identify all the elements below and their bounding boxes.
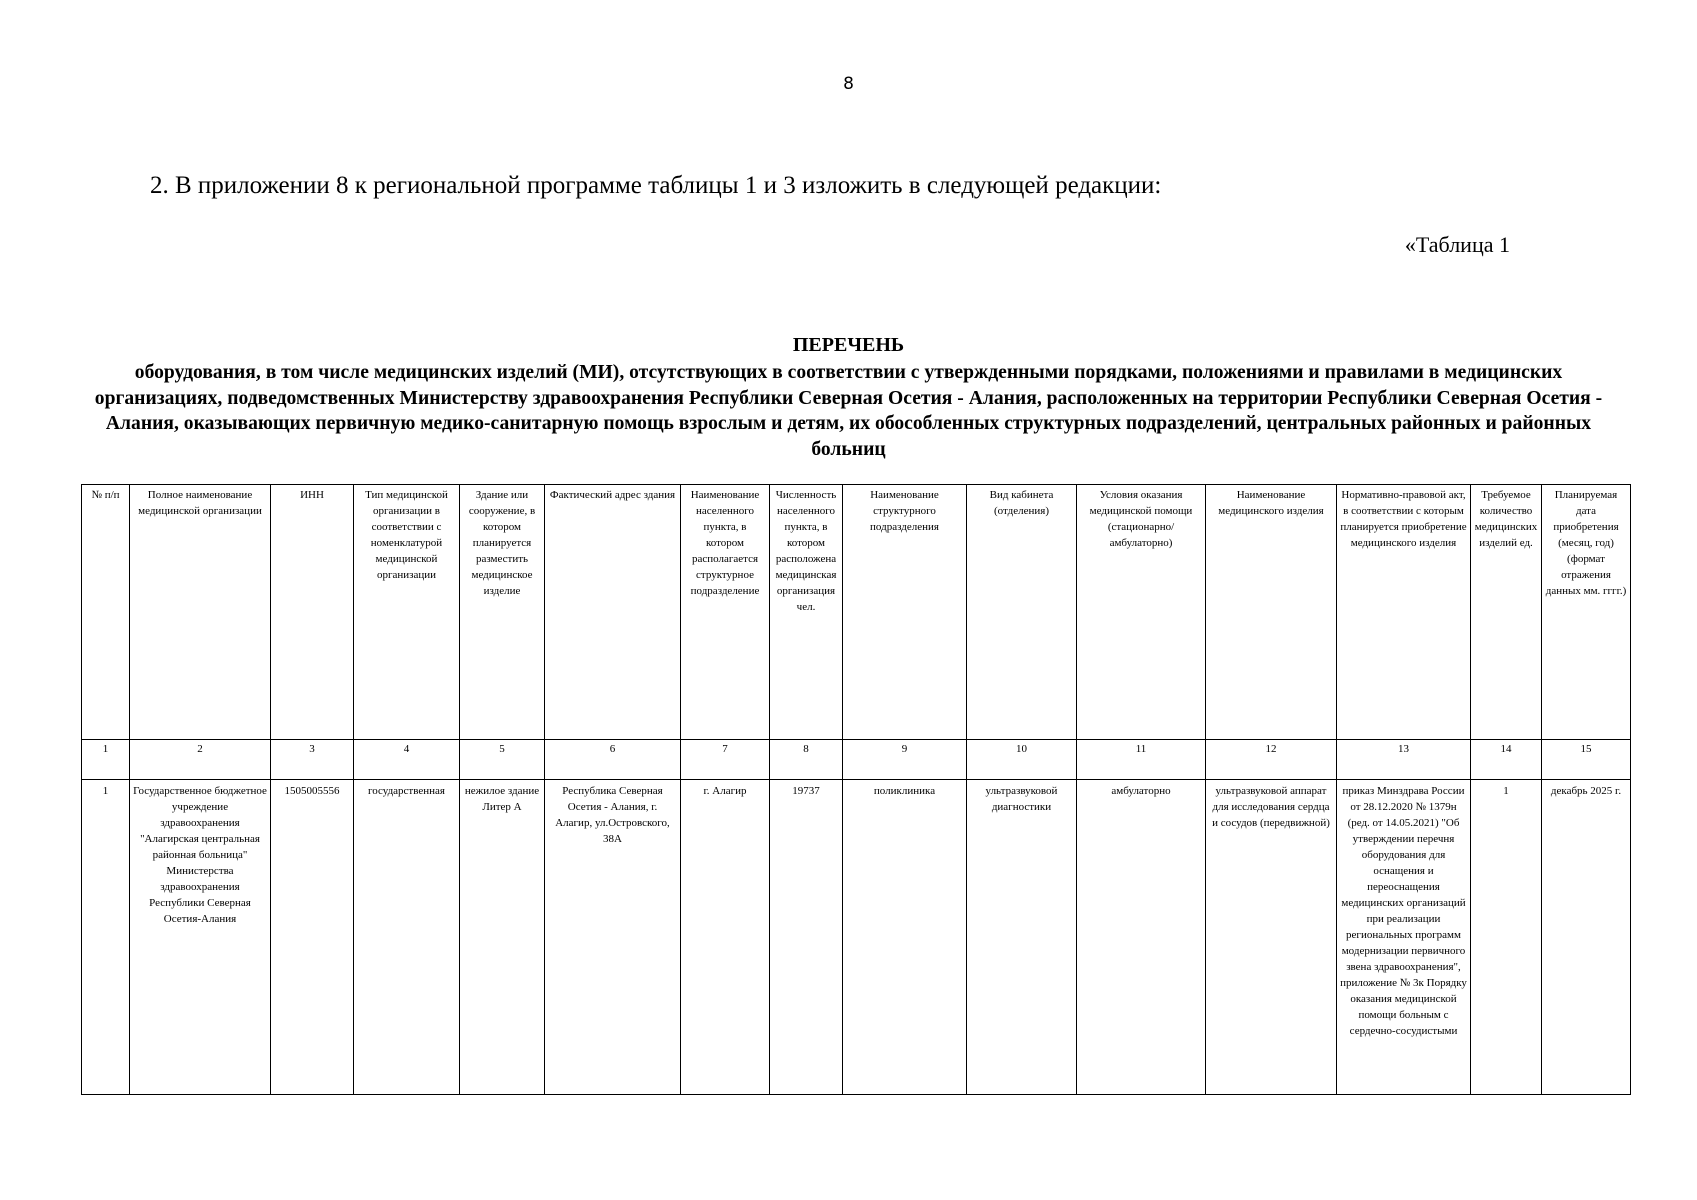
cell-legal-act: приказ Минздрава России от 28.12.2020 № 1379н (ред. от 14.05.2021) "Об утверждении перечня оборудования для оснащения и переоснащения медицинских организаций при реализации региональных программ модернизации первичного звена здравоохранения", приложение № 3к Порядку оказания медицинской помощи больным с сердечно-сосудистыми (1337, 780, 1471, 1095)
header-cell-organization: Полное наименование медицинской организации (130, 485, 271, 740)
column-number-row (82, 740, 1631, 780)
header-cell-legal-act: Нормативно-правовой акт, в соответствии с которым планируется приобретение медицинского изделия (1337, 485, 1471, 740)
column-number-cell: 4 (354, 740, 460, 780)
table-label: «Таблица 1 (1404, 232, 1510, 257)
column-number-cell: 10 (967, 740, 1077, 780)
table-header-row (82, 485, 1631, 740)
cell-org-type: государственная (354, 780, 460, 1095)
cell-inn: 1505005556 (271, 780, 354, 1095)
intro-paragraph: 2. В приложении 8 к региональной программе таблицы 1 и 3 изложить в следующей редакции: (150, 172, 1162, 199)
cell-number: 1 (82, 780, 130, 1095)
header-cell-care-conditions: Условия оказания медицинской помощи (стационарно/амбулаторно) (1077, 485, 1206, 740)
header-cell-quantity: Требуемое количество медицинских изделий ед. (1471, 485, 1542, 740)
column-number-cell: 3 (271, 740, 354, 780)
column-number-cell: 5 (460, 740, 545, 780)
header-cell-number: № п/п (82, 485, 130, 740)
table-row (82, 780, 1631, 1095)
header-cell-population: Численность населенного пункта, в котором расположена медицинская организация чел. (770, 485, 843, 740)
cell-organization: Государственное бюджетное учреждение здравоохранения "Алагирская центральная районная больница" Министерства здравоохранения Республики Северная Осетия-Алания (130, 780, 271, 1095)
column-number-cell: 7 (681, 740, 770, 780)
header-cell-planned-date: Планируемая дата приобретения (месяц, год) (формат отражения данных мм. гггг.) (1542, 485, 1631, 740)
cell-address: Республика Северная Осетия - Алания, г. Алагир, ул.Островского, 38А (545, 780, 681, 1095)
cell-care-conditions: амбулаторно (1077, 780, 1206, 1095)
page-number: 8 (843, 74, 854, 94)
column-number-cell: 9 (843, 740, 967, 780)
header-cell-org-type: Тип медицинской организации в соответствии с номенклатурой медицинской организации (354, 485, 460, 740)
header-cell-subdivision: Наименование структурного подразделения (843, 485, 967, 740)
column-number-cell: 15 (1542, 740, 1631, 780)
column-number-cell: 2 (130, 740, 271, 780)
header-cell-device-name: Наименование медицинского изделия (1206, 485, 1337, 740)
cell-population: 19737 (770, 780, 843, 1095)
header-cell-locality: Наименование населенного пункта, в котором располагается структурное подразделение (681, 485, 770, 740)
cell-subdivision: поликлиника (843, 780, 967, 1095)
document-subtitle: оборудования, в том числе медицинских изделий (МИ), отсутствующих в соответствии с утвержденными порядками, положениями и правилами в медицинских организациях, подведомственных Министерству здравоохранения Республики Северная Осетия - Алания, расположенных на территории Республики Северная Осетия - Алания, оказывающих первичную медико-санитарную помощь взрослым и детям, их обособленных структурных подразделений, центральных районных и районных больниц (94, 362, 1603, 460)
cell-room-type: ультразвуковой диагностики (967, 780, 1077, 1095)
equipment-table (81, 484, 1631, 1095)
header-cell-room-type: Вид кабинета (отделения) (967, 485, 1077, 740)
header-cell-address: Фактический адрес здания (545, 485, 681, 740)
column-number-cell: 6 (545, 740, 681, 780)
header-cell-building: Здание или сооружение, в котором планируется разместить медицинское изделие (460, 485, 545, 740)
cell-quantity: 1 (1471, 780, 1542, 1095)
cell-locality: г. Алагир (681, 780, 770, 1095)
document-title: ПЕРЕЧЕНЬ (792, 334, 905, 356)
cell-planned-date: декабрь 2025 г. (1542, 780, 1631, 1095)
column-number-cell: 13 (1337, 740, 1471, 780)
column-number-cell: 14 (1471, 740, 1542, 780)
cell-device-name: ультразвуковой аппарат для исследования сердца и сосудов (передвижной) (1206, 780, 1337, 1095)
column-number-cell: 1 (82, 740, 130, 780)
column-number-cell: 11 (1077, 740, 1206, 780)
column-number-cell: 12 (1206, 740, 1337, 780)
header-cell-inn: ИНН (271, 485, 354, 740)
cell-building: нежилое здание Литер А (460, 780, 545, 1095)
column-number-cell: 8 (770, 740, 843, 780)
